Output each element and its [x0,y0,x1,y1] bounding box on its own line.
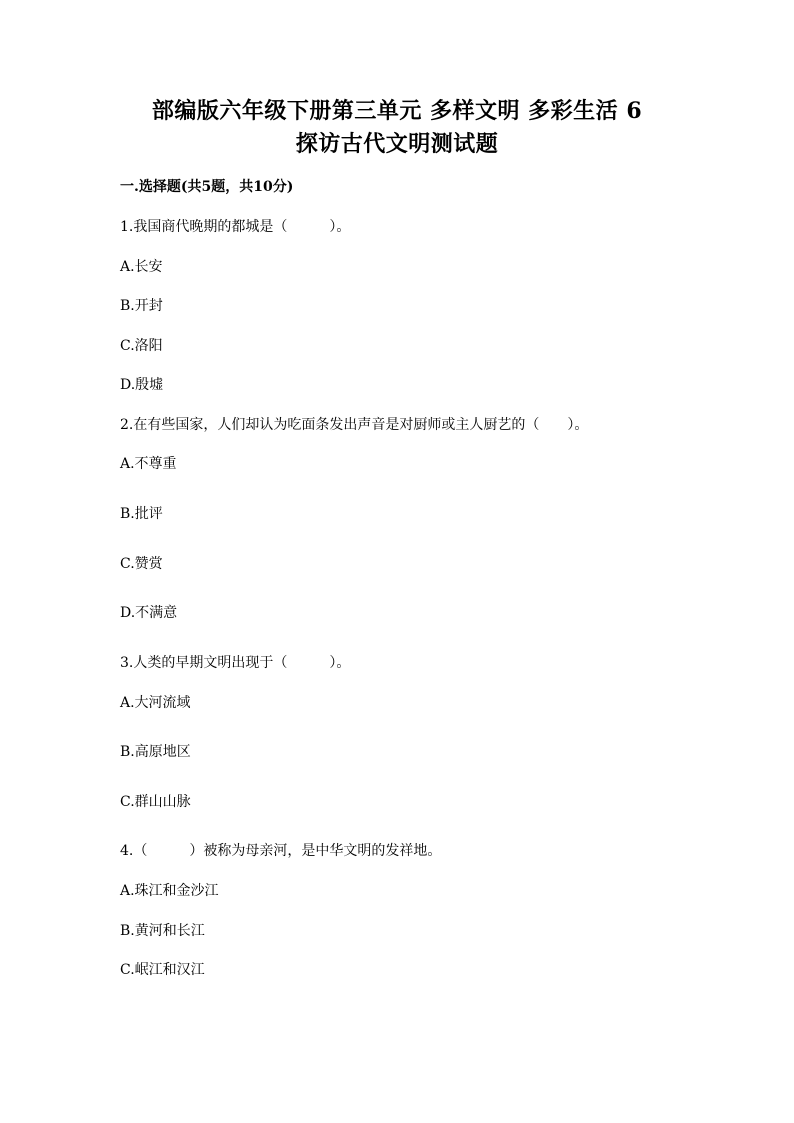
question-4-option-c: C.岷江和汉江 [120,962,205,978]
question-1-option-a: A.长安 [120,259,163,275]
document-title-line-2: 探访古代文明测试题 [295,131,499,157]
question-2-option-a: A.不尊重 [120,456,177,472]
document-title-line-1: 部编版六年级下册第三单元 多样文明 多彩生活 6 [151,98,643,124]
question-3-option-a: A.大河流域 [120,695,191,711]
question-3-option-b: B.高原地区 [120,744,191,760]
question-3-option-c: C.群山山脉 [120,794,191,810]
question-1-option-d: D.殷墟 [120,377,164,393]
question-2-option-b: B.批评 [120,506,163,522]
question-1-option-b: B.开封 [120,298,163,314]
question-2-option-c: C.赞赏 [120,556,163,572]
section-heading: 一.选择题(共5题，共10分) [120,179,294,195]
question-1-stem: 1.我国商代晚期的都城是（ ）。 [120,219,351,235]
question-1-option-c: C.洛阳 [120,338,163,354]
question-2-stem: 2.在有些国家，人们却认为吃面条发出声音是对厨师或主人厨艺的（ ）。 [120,417,589,433]
question-4-option-b: B.黄河和长江 [120,923,205,939]
question-3-stem: 3.人类的早期文明出现于（ ）。 [120,655,351,671]
question-4-option-a: A.珠江和金沙江 [120,883,219,899]
question-2-option-d: D.不满意 [120,605,178,621]
question-4-stem: 4.（ ）被称为母亲河，是中华文明的发祥地。 [120,843,442,859]
